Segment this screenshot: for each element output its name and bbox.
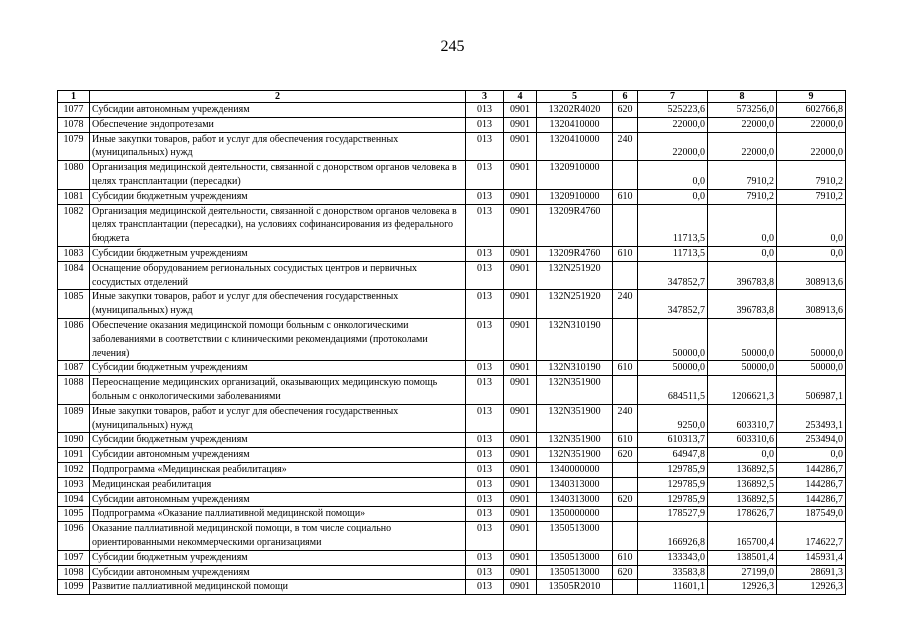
section-code: 0901 — [504, 565, 537, 580]
target-article-code: 1320410000 — [537, 132, 613, 161]
expense-type-code: 240 — [613, 404, 638, 433]
row-name: Иные закупки товаров, работ и услуг для обеспечения государственных (муниципальных) нужд — [90, 404, 466, 433]
expense-type-code — [613, 462, 638, 477]
table-row — [58, 462, 846, 477]
amount-col9: 0,0 — [777, 204, 846, 246]
target-article-code: 132N351900 — [537, 433, 613, 448]
section-code: 0901 — [504, 246, 537, 261]
expense-type-code: 620 — [613, 448, 638, 463]
amount-col8: 396783,8 — [708, 261, 777, 290]
target-article-code: 132N351900 — [537, 404, 613, 433]
section-code: 0901 — [504, 361, 537, 376]
amount-col7: 22000,0 — [638, 132, 708, 161]
header-row — [58, 91, 846, 103]
table-row — [58, 565, 846, 580]
col-header: 2 — [90, 91, 466, 103]
row-name: Субсидии бюджетным учреждениям — [90, 433, 466, 448]
row-name: Организация медицинской деятельности, связанной с донорством органов человека в целях трансплантации (пересадки), на условиях софинансирования из федерального бюджета — [90, 204, 466, 246]
amount-col7: 22000,0 — [638, 117, 708, 132]
amount-col8: 138501,4 — [708, 550, 777, 565]
row-name: Субсидии автономным учреждениям — [90, 103, 466, 118]
row-name: Субсидии бюджетным учреждениям — [90, 189, 466, 204]
admin-code: 013 — [466, 290, 504, 319]
expense-type-code: 240 — [613, 132, 638, 161]
table-row — [58, 132, 846, 161]
target-article-code: 132N351900 — [537, 448, 613, 463]
admin-code: 013 — [466, 361, 504, 376]
target-article-code: 1340313000 — [537, 477, 613, 492]
table-row — [58, 290, 846, 319]
target-article-code: 1350513000 — [537, 550, 613, 565]
admin-code: 013 — [466, 161, 504, 190]
target-article-code: 1340313000 — [537, 492, 613, 507]
target-article-code: 1320910000 — [537, 161, 613, 190]
expense-type-code: 610 — [613, 361, 638, 376]
amount-col9: 174622,7 — [777, 522, 846, 551]
expense-type-code — [613, 522, 638, 551]
section-code: 0901 — [504, 433, 537, 448]
section-code: 0901 — [504, 522, 537, 551]
amount-col9: 253493,1 — [777, 404, 846, 433]
section-code: 0901 — [504, 132, 537, 161]
amount-col8: 165700,4 — [708, 522, 777, 551]
amount-col8: 27199,0 — [708, 565, 777, 580]
amount-col9: 22000,0 — [777, 117, 846, 132]
row-number: 1087 — [58, 361, 90, 376]
admin-code: 013 — [466, 433, 504, 448]
row-name: Подпрограмма «Оказание паллиативной медицинской помощи» — [90, 507, 466, 522]
amount-col7: 9250,0 — [638, 404, 708, 433]
col-header: 5 — [537, 91, 613, 103]
table-row — [58, 550, 846, 565]
target-article-code: 13202R4020 — [537, 103, 613, 118]
admin-code: 013 — [466, 404, 504, 433]
amount-col7: 129785,9 — [638, 462, 708, 477]
amount-col9: 187549,0 — [777, 507, 846, 522]
row-name: Развитие паллиативной медицинской помощи — [90, 580, 466, 595]
amount-col8: 50000,0 — [708, 361, 777, 376]
amount-col8: 178626,7 — [708, 507, 777, 522]
row-number: 1090 — [58, 433, 90, 448]
amount-col8: 22000,0 — [708, 117, 777, 132]
table-row — [58, 246, 846, 261]
amount-col7: 0,0 — [638, 189, 708, 204]
row-number: 1094 — [58, 492, 90, 507]
amount-col7: 33583,8 — [638, 565, 708, 580]
target-article-code: 132N310190 — [537, 318, 613, 360]
expense-type-code — [613, 161, 638, 190]
col-header: 9 — [777, 91, 846, 103]
expense-type-code — [613, 580, 638, 595]
amount-col9: 145931,4 — [777, 550, 846, 565]
admin-code: 013 — [466, 204, 504, 246]
row-name: Иные закупки товаров, работ и услуг для обеспечения государственных (муниципальных) нужд — [90, 132, 466, 161]
amount-col8: 50000,0 — [708, 318, 777, 360]
amount-col8: 603310,7 — [708, 404, 777, 433]
table-row — [58, 448, 846, 463]
row-name: Субсидии автономным учреждениям — [90, 448, 466, 463]
amount-col7: 347852,7 — [638, 261, 708, 290]
amount-col8: 136892,5 — [708, 462, 777, 477]
section-code: 0901 — [504, 318, 537, 360]
row-number: 1096 — [58, 522, 90, 551]
table-row — [58, 204, 846, 246]
admin-code: 013 — [466, 318, 504, 360]
section-code: 0901 — [504, 550, 537, 565]
expense-type-code — [613, 117, 638, 132]
amount-col9: 0,0 — [777, 448, 846, 463]
table-row — [58, 117, 846, 132]
col-header: 3 — [466, 91, 504, 103]
target-article-code: 1320910000 — [537, 189, 613, 204]
table-row — [58, 580, 846, 595]
amount-col9: 7910,2 — [777, 189, 846, 204]
row-number: 1093 — [58, 477, 90, 492]
row-name: Подпрограмма «Медицинская реабилитация» — [90, 462, 466, 477]
amount-col9: 50000,0 — [777, 361, 846, 376]
row-number: 1095 — [58, 507, 90, 522]
admin-code: 013 — [466, 492, 504, 507]
table-row — [58, 161, 846, 190]
row-name: Иные закупки товаров, работ и услуг для обеспечения государственных (муниципальных) нужд — [90, 290, 466, 319]
admin-code: 013 — [466, 477, 504, 492]
table-body — [58, 103, 846, 595]
col-header: 1 — [58, 91, 90, 103]
target-article-code: 1350513000 — [537, 522, 613, 551]
section-code: 0901 — [504, 290, 537, 319]
row-name: Медицинская реабилитация — [90, 477, 466, 492]
col-header: 7 — [638, 91, 708, 103]
section-code: 0901 — [504, 448, 537, 463]
row-number: 1081 — [58, 189, 90, 204]
row-name: Оснащение оборудованием региональных сосудистых центров и первичных сосудистых отделений — [90, 261, 466, 290]
section-code: 0901 — [504, 462, 537, 477]
section-code: 0901 — [504, 477, 537, 492]
expense-type-code — [613, 261, 638, 290]
row-name: Обеспечение оказания медицинской помощи больным с онкологическими заболеваниями в соответствии с клиническими рекомендациями (протоколами лечения) — [90, 318, 466, 360]
target-article-code: 132N310190 — [537, 361, 613, 376]
amount-col9: 28691,3 — [777, 565, 846, 580]
amount-col8: 573256,0 — [708, 103, 777, 118]
amount-col9: 308913,6 — [777, 261, 846, 290]
amount-col7: 178527,9 — [638, 507, 708, 522]
amount-col7: 129785,9 — [638, 477, 708, 492]
table-row — [58, 522, 846, 551]
section-code: 0901 — [504, 117, 537, 132]
row-name: Субсидии бюджетным учреждениям — [90, 361, 466, 376]
section-code: 0901 — [504, 404, 537, 433]
amount-col7: 610313,7 — [638, 433, 708, 448]
amount-col8: 136892,5 — [708, 477, 777, 492]
amount-col9: 602766,8 — [777, 103, 846, 118]
page-number: 245 — [440, 38, 465, 55]
expense-type-code: 610 — [613, 246, 638, 261]
table-row — [58, 492, 846, 507]
amount-col8: 396783,8 — [708, 290, 777, 319]
section-code: 0901 — [504, 492, 537, 507]
row-name: Субсидии бюджетным учреждениям — [90, 246, 466, 261]
target-article-code: 132N351900 — [537, 376, 613, 405]
expense-type-code: 240 — [613, 290, 638, 319]
table-row — [58, 103, 846, 118]
amount-col8: 12926,3 — [708, 580, 777, 595]
amount-col8: 22000,0 — [708, 132, 777, 161]
table-row — [58, 189, 846, 204]
amount-col7: 11713,5 — [638, 246, 708, 261]
row-number: 1089 — [58, 404, 90, 433]
row-number: 1088 — [58, 376, 90, 405]
section-code: 0901 — [504, 189, 537, 204]
row-number: 1086 — [58, 318, 90, 360]
expense-type-code — [613, 204, 638, 246]
expense-type-code — [613, 477, 638, 492]
target-article-code: 1350000000 — [537, 507, 613, 522]
row-name: Субсидии автономным учреждениям — [90, 492, 466, 507]
amount-col9: 7910,2 — [777, 161, 846, 190]
amount-col8: 136892,5 — [708, 492, 777, 507]
amount-col8: 0,0 — [708, 448, 777, 463]
amount-col7: 50000,0 — [638, 318, 708, 360]
row-number: 1097 — [58, 550, 90, 565]
admin-code: 013 — [466, 103, 504, 118]
admin-code: 013 — [466, 189, 504, 204]
amount-col9: 308913,6 — [777, 290, 846, 319]
expense-type-code: 610 — [613, 433, 638, 448]
table-row — [58, 477, 846, 492]
amount-col7: 166926,8 — [638, 522, 708, 551]
section-code: 0901 — [504, 103, 537, 118]
expense-type-code: 620 — [613, 103, 638, 118]
row-number: 1079 — [58, 132, 90, 161]
row-name: Организация медицинской деятельности, связанной с донорством органов человека в целях трансплантации (пересадки) — [90, 161, 466, 190]
row-name: Переоснащение медицинских организаций, оказывающих медицинскую помощь больным с онкологическими заболеваниями — [90, 376, 466, 405]
row-number: 1085 — [58, 290, 90, 319]
budget-table — [57, 90, 846, 595]
row-name: Обеспечение эндопротезами — [90, 117, 466, 132]
amount-col7: 347852,7 — [638, 290, 708, 319]
col-header: 8 — [708, 91, 777, 103]
amount-col8: 603310,6 — [708, 433, 777, 448]
amount-col7: 129785,9 — [638, 492, 708, 507]
expense-type-code: 620 — [613, 492, 638, 507]
expense-type-code: 610 — [613, 550, 638, 565]
expense-type-code — [613, 318, 638, 360]
target-article-code: 13209R4760 — [537, 246, 613, 261]
admin-code: 013 — [466, 565, 504, 580]
row-number: 1091 — [58, 448, 90, 463]
row-number: 1098 — [58, 565, 90, 580]
row-name: Субсидии автономным учреждениям — [90, 565, 466, 580]
amount-col8: 1206621,3 — [708, 376, 777, 405]
row-number: 1083 — [58, 246, 90, 261]
admin-code: 013 — [466, 448, 504, 463]
admin-code: 013 — [466, 117, 504, 132]
row-name: Оказание паллиативной медицинской помощи, в том числе социально ориентированными некоммерческими организациями — [90, 522, 466, 551]
row-number: 1077 — [58, 103, 90, 118]
target-article-code: 1340000000 — [537, 462, 613, 477]
table-row — [58, 433, 846, 448]
section-code: 0901 — [504, 261, 537, 290]
admin-code: 013 — [466, 522, 504, 551]
row-number: 1084 — [58, 261, 90, 290]
section-code: 0901 — [504, 580, 537, 595]
table-row — [58, 361, 846, 376]
target-article-code: 1320410000 — [537, 117, 613, 132]
amount-col8: 0,0 — [708, 204, 777, 246]
amount-col7: 0,0 — [638, 161, 708, 190]
table-row — [58, 261, 846, 290]
expense-type-code — [613, 376, 638, 405]
amount-col9: 0,0 — [777, 246, 846, 261]
amount-col9: 253494,0 — [777, 433, 846, 448]
amount-col9: 50000,0 — [777, 318, 846, 360]
amount-col9: 144286,7 — [777, 462, 846, 477]
expense-type-code: 610 — [613, 189, 638, 204]
table-row — [58, 507, 846, 522]
amount-col7: 133343,0 — [638, 550, 708, 565]
col-header: 4 — [504, 91, 537, 103]
target-article-code: 13209R4760 — [537, 204, 613, 246]
amount-col8: 0,0 — [708, 246, 777, 261]
section-code: 0901 — [504, 204, 537, 246]
expense-type-code — [613, 507, 638, 522]
amount-col7: 525223,6 — [638, 103, 708, 118]
table-row — [58, 376, 846, 405]
amount-col7: 11713,5 — [638, 204, 708, 246]
table-row — [58, 404, 846, 433]
admin-code: 013 — [466, 246, 504, 261]
amount-col9: 506987,1 — [777, 376, 846, 405]
amount-col7: 50000,0 — [638, 361, 708, 376]
table-row — [58, 318, 846, 360]
amount-col9: 144286,7 — [777, 477, 846, 492]
row-name: Субсидии бюджетным учреждениям — [90, 550, 466, 565]
amount-col7: 11601,1 — [638, 580, 708, 595]
amount-col9: 144286,7 — [777, 492, 846, 507]
row-number: 1078 — [58, 117, 90, 132]
target-article-code: 13505R2010 — [537, 580, 613, 595]
expense-type-code: 620 — [613, 565, 638, 580]
admin-code: 013 — [466, 550, 504, 565]
row-number: 1092 — [58, 462, 90, 477]
target-article-code: 132N251920 — [537, 290, 613, 319]
amount-col8: 7910,2 — [708, 161, 777, 190]
target-article-code: 132N251920 — [537, 261, 613, 290]
admin-code: 013 — [466, 261, 504, 290]
amount-col9: 22000,0 — [777, 132, 846, 161]
row-number: 1080 — [58, 161, 90, 190]
amount-col7: 64947,8 — [638, 448, 708, 463]
amount-col7: 684511,5 — [638, 376, 708, 405]
amount-col9: 12926,3 — [777, 580, 846, 595]
target-article-code: 1350513000 — [537, 565, 613, 580]
admin-code: 013 — [466, 132, 504, 161]
row-number: 1099 — [58, 580, 90, 595]
col-header: 6 — [613, 91, 638, 103]
admin-code: 013 — [466, 376, 504, 405]
admin-code: 013 — [466, 580, 504, 595]
admin-code: 013 — [466, 507, 504, 522]
section-code: 0901 — [504, 161, 537, 190]
section-code: 0901 — [504, 376, 537, 405]
admin-code: 013 — [466, 462, 504, 477]
amount-col8: 7910,2 — [708, 189, 777, 204]
row-number: 1082 — [58, 204, 90, 246]
section-code: 0901 — [504, 507, 537, 522]
